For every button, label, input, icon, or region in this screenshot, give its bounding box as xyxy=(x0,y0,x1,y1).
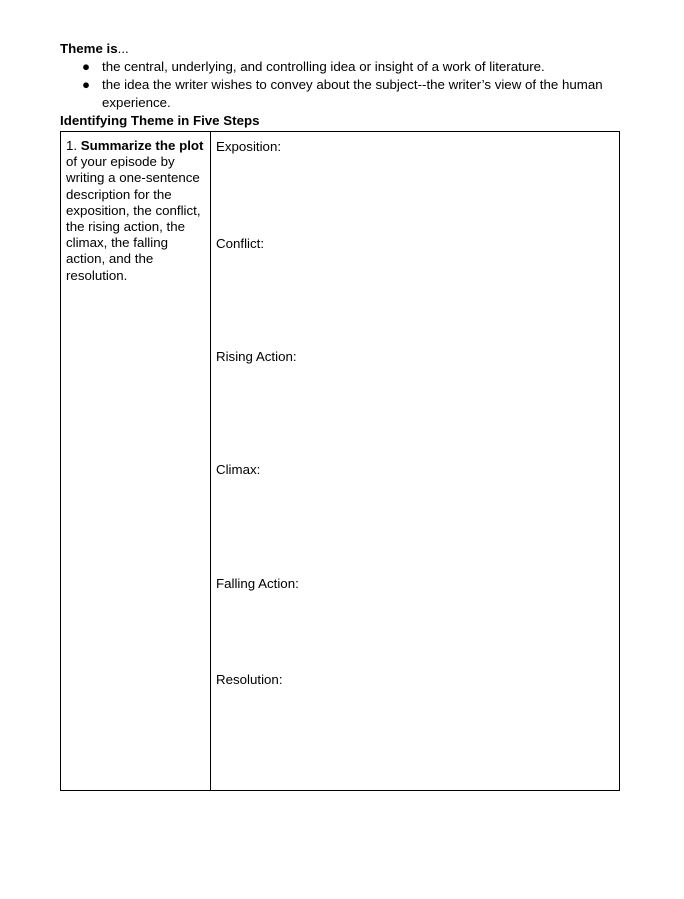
theme-definition-heading xyxy=(60,40,129,57)
conflict-label: Conflict: xyxy=(216,236,265,251)
rising-action-label: Rising Action: xyxy=(216,349,297,364)
column-divider xyxy=(210,132,211,790)
theme-bullet-item xyxy=(60,58,620,76)
theme-bullet-text: the central, underlying, and controlling idea or insight of a work of literature. xyxy=(102,59,545,74)
bullet-icon: ● xyxy=(82,59,91,74)
theme-bullet-text: the idea the writer wishes to convey about the subject--the writer’s view of the human experience. xyxy=(102,77,603,110)
falling-action-label: Falling Action: xyxy=(216,576,299,591)
plot-summary-table xyxy=(60,131,620,791)
bullet-icon: ● xyxy=(82,77,91,92)
climax-label: Climax: xyxy=(216,462,261,477)
step-title: Summarize the plot xyxy=(80,138,204,153)
exposition-label: Exposition: xyxy=(216,139,282,154)
theme-bullet-list xyxy=(60,58,620,112)
theme-ellipsis: ... xyxy=(117,41,129,56)
step-instruction-cell xyxy=(66,138,206,284)
step-number: 1. xyxy=(66,138,78,153)
theme-term: Theme is xyxy=(60,41,118,56)
theme-bullet-item xyxy=(60,76,620,112)
step-description: of your episode by writing a one-sentence description for the exposition, the conflict, the rising action, the climax, the falling action, and the resolution. xyxy=(66,154,201,283)
steps-heading: Identifying Theme in Five Steps xyxy=(60,113,260,128)
resolution-label: Resolution: xyxy=(216,672,283,687)
